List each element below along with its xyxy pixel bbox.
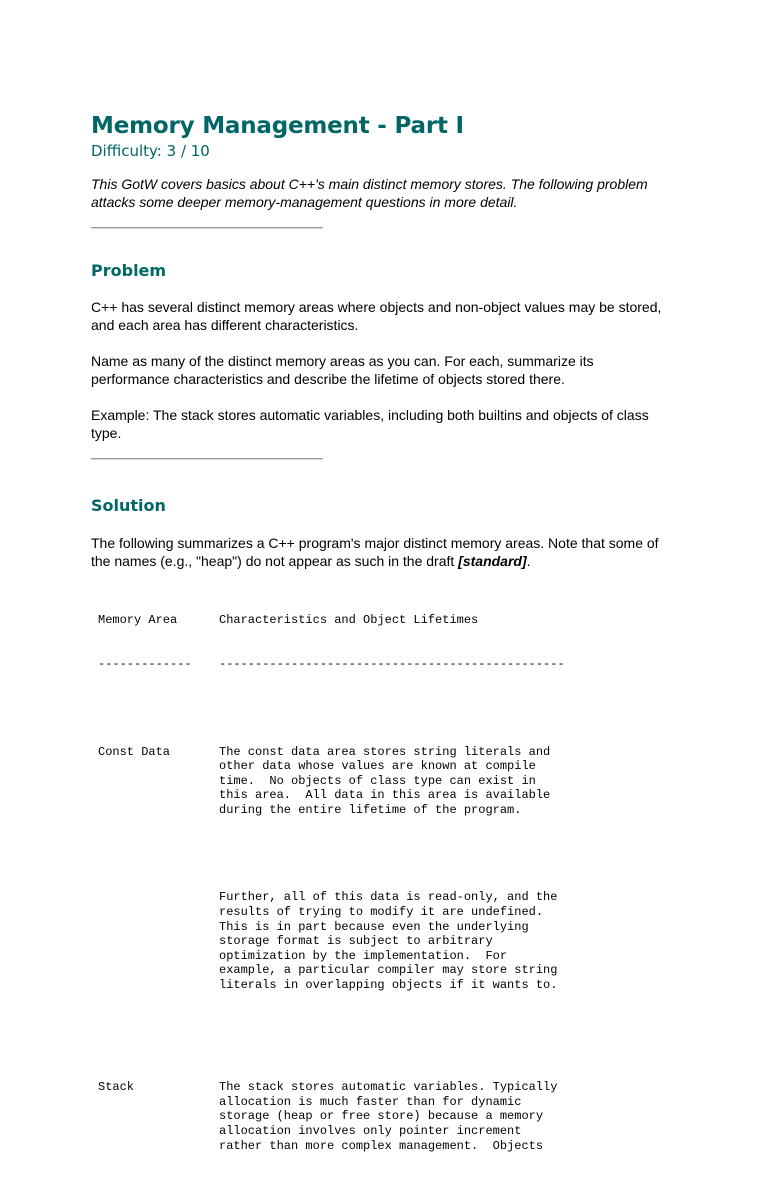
- spacer: [98, 1022, 691, 1051]
- spacer: [98, 847, 691, 862]
- area-name-const-data: Const Data: [98, 744, 171, 759]
- solution-intro: [91, 534, 671, 570]
- spacer: [98, 701, 691, 716]
- table-row-const-data-cont: [98, 890, 691, 992]
- page-title: Memory Management - Part I: [91, 113, 464, 139]
- solution-intro-end: .: [526, 553, 531, 569]
- horizontal-rule: [91, 458, 323, 460]
- table-row-const-data: [98, 745, 691, 818]
- table-header-row: [98, 613, 691, 628]
- problem-paragraph-3: Example: The stack stores automatic variables, including both builtins and objects of class type.: [91, 407, 649, 441]
- area-desc-const-data-1: The const data area stores string literals and other data whose values are known at compile time. No objects of class type can exist in this area. All data in this area is available during the entire lifetime of the program.: [219, 744, 551, 817]
- difficulty-label: Difficulty: 3 / 10: [91, 142, 210, 160]
- header-underline-desc: ------------------------------------------------: [219, 656, 565, 671]
- header-memory-area: Memory Area: [98, 613, 178, 628]
- area-desc-stack-1: The stack stores automatic variables. Typically allocation is much faster than for dynamic storage (heap or free store) because a memory allocation involves only pointer increment rather than more complex management. Objects: [219, 1080, 558, 1153]
- article: [91, 112, 691, 1182]
- area-desc-const-data-2: Further, all of this data is read-only, and the results of trying to modify it are undefined. This is in part because even the underlying storage format is subject to arbitrary optimization by the implementation. For example, a particular compiler may store string literals in overlapping objects if it wants to.: [219, 890, 558, 993]
- table-underline-row: [98, 657, 691, 672]
- problem-heading: Problem: [91, 261, 167, 280]
- header-characteristics: Characteristics and Object Lifetimes: [219, 613, 479, 628]
- standard-link[interactable]: [standard]: [458, 553, 527, 569]
- horizontal-rule: [91, 227, 323, 229]
- solution-intro-text: The following summarizes a C++ program's major distinct memory areas. Note that some of the names (e.g., "heap") do not appear as such in the draft: [91, 535, 659, 569]
- problem-paragraph-2: Name as many of the distinct memory areas as you can. For each, summarize its performance characteristics and describe the lifetime of objects stored there.: [91, 353, 594, 387]
- header-underline-area: -------------: [98, 656, 192, 671]
- intro-text: This GotW covers basics about C++'s main distinct memory stores. The following problem attacks some deeper memory-management questions in more detail.: [91, 176, 648, 210]
- solution-heading: Solution: [91, 496, 166, 515]
- empty-cell: [98, 890, 219, 992]
- memory-areas-table: [98, 584, 691, 1182]
- area-name-stack: Stack: [98, 1080, 135, 1095]
- problem-paragraph-1: C++ has several distinct memory areas where objects and non-object values may be stored, and each area has different characteristics.: [91, 299, 662, 333]
- table-row-stack: [98, 1080, 691, 1153]
